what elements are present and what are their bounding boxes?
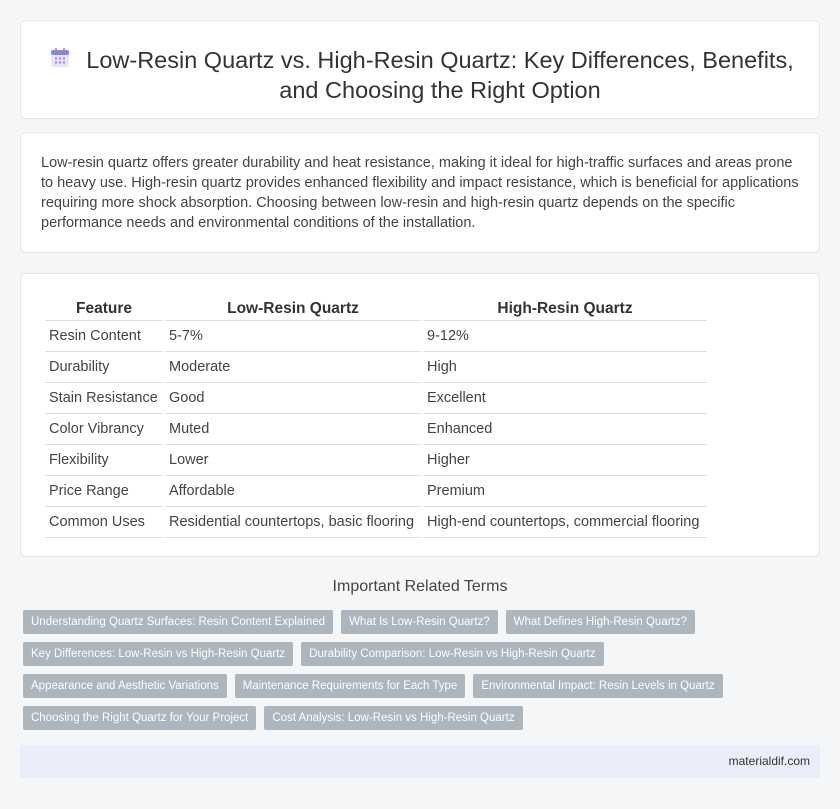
related-term-tag[interactable]: What Defines High-Resin Quartz? xyxy=(506,610,695,634)
table-cell: Muted xyxy=(165,414,421,445)
table-cell: Residential countertops, basic flooring xyxy=(165,507,421,538)
table-cell: Durability xyxy=(45,352,163,383)
table-header-row xyxy=(45,294,707,321)
table-cell: Enhanced xyxy=(423,414,707,445)
table-cell: Price Range xyxy=(45,476,163,507)
table-row xyxy=(45,476,707,507)
table-row xyxy=(45,383,707,414)
related-term-tag[interactable]: Durability Comparison: Low-Resin vs High-Resin Quartz xyxy=(301,642,603,666)
table-row xyxy=(45,507,707,538)
related-term-tag[interactable]: Key Differences: Low-Resin vs High-Resin Quartz xyxy=(23,642,293,666)
table-cell: Common Uses xyxy=(45,507,163,538)
comparison-card xyxy=(20,273,820,557)
related-term-tag[interactable]: Environmental Impact: Resin Levels in Quartz xyxy=(473,674,722,698)
related-term-tag[interactable]: Choosing the Right Quartz for Your Project xyxy=(23,706,256,730)
table-cell: Excellent xyxy=(423,383,707,414)
column-header-feature: Feature xyxy=(45,294,163,321)
table-cell: 9-12% xyxy=(423,321,707,352)
related-term-tag[interactable]: Cost Analysis: Low-Resin vs High-Resin Quartz xyxy=(264,706,522,730)
intro-card xyxy=(20,132,820,253)
title-card xyxy=(20,20,820,119)
column-header-high-resin: High-Resin Quartz xyxy=(423,294,707,321)
related-term-tag[interactable]: Appearance and Aesthetic Variations xyxy=(23,674,227,698)
related-term-tag[interactable]: What Is Low-Resin Quartz? xyxy=(341,610,498,634)
table-cell: Lower xyxy=(165,445,421,476)
related-term-tag[interactable]: Maintenance Requirements for Each Type xyxy=(235,674,466,698)
comparison-table xyxy=(43,294,709,538)
table-cell: Premium xyxy=(423,476,707,507)
site-name[interactable]: materialdif.com xyxy=(728,754,810,768)
table-cell: Moderate xyxy=(165,352,421,383)
table-cell: Stain Resistance xyxy=(45,383,163,414)
table-cell: Flexibility xyxy=(45,445,163,476)
intro-paragraph: Low-resin quartz offers greater durability and heat resistance, making it ideal for high-traffic surfaces and areas prone to heavy use. High-resin quartz provides enhanced flexibility and impact resistance, which is beneficial for applications requiring more shock absorption. Choosing between low-resin and high-resin quartz depends on the specific performance needs and environmental conditions of the installation. xyxy=(41,155,799,231)
table-row xyxy=(45,414,707,445)
table-cell: Higher xyxy=(423,445,707,476)
table-cell: High xyxy=(423,352,707,383)
table-cell: Good xyxy=(165,383,421,414)
table-cell: 5-7% xyxy=(165,321,421,352)
table-cell: Affordable xyxy=(165,476,421,507)
column-header-low-resin: Low-Resin Quartz xyxy=(165,294,421,321)
table-row xyxy=(45,445,707,476)
related-terms-heading: Important Related Terms xyxy=(332,578,508,595)
table-cell: Color Vibrancy xyxy=(45,414,163,445)
related-terms-list xyxy=(23,610,813,738)
table-row xyxy=(45,321,707,352)
table-row xyxy=(45,352,707,383)
table-cell: High-end countertops, commercial flooring xyxy=(423,507,707,538)
page-title: Low-Resin Quartz vs. High-Resin Quartz: Key Differences, Benefits, and Choosing the Right Option xyxy=(86,47,794,103)
related-term-tag[interactable]: Understanding Quartz Surfaces: Resin Content Explained xyxy=(23,610,333,634)
table-cell: Resin Content xyxy=(45,321,163,352)
footer xyxy=(20,745,820,778)
